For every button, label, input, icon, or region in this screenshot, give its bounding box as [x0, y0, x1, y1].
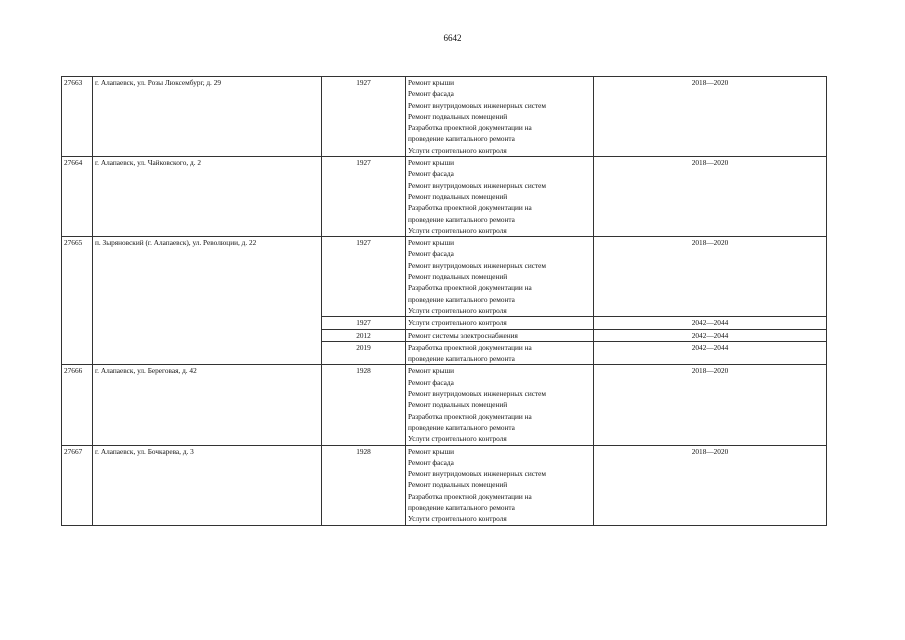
period-cell: 2018—2020 — [594, 77, 827, 157]
period-cell: 2018—2020 — [594, 445, 827, 525]
work-item: Ремонт фасада — [408, 249, 454, 259]
works-cell — [406, 237, 594, 317]
work-item: проведение капитального ремонта — [408, 422, 515, 432]
work-item: Услуги строительного контроля — [408, 305, 507, 315]
table-row — [62, 365, 827, 445]
table-row — [62, 445, 827, 525]
work-item: Ремонт фасада — [408, 457, 454, 467]
work-item: Ремонт внутридомовых инженерных систем — [408, 469, 547, 479]
works-cell — [406, 157, 594, 237]
work-item: Ремонт подвальных помещений — [408, 400, 508, 410]
works-cell — [406, 317, 594, 329]
building-address: г. Алапаевск, ул. Чайковского, д. 2 — [93, 157, 322, 237]
work-item: Разработка проектной документации на — [408, 283, 532, 293]
table-row — [62, 157, 827, 237]
work-item: проведение капитального ремонта — [408, 134, 515, 144]
work-item: Ремонт крыши — [408, 366, 455, 376]
work-item: проведение капитального ремонта — [408, 502, 515, 512]
year-cell: 1927 — [322, 157, 406, 237]
work-item: Ремонт подвальных помещений — [408, 191, 508, 201]
works-cell — [406, 77, 594, 157]
capital-repair-table — [61, 76, 827, 526]
work-item: Услуги строительного контроля — [408, 145, 507, 155]
building-address: г. Алапаевск, ул. Бочкарева, д. 3 — [93, 445, 322, 525]
work-item: Разработка проектной документации на — [408, 123, 532, 133]
building-address: г. Алапаевск, ул. Береговая, д. 42 — [93, 365, 322, 445]
work-item: Ремонт крыши — [408, 78, 455, 87]
year-cell: 1928 — [322, 365, 406, 445]
building-address: п. Зыряновский (г. Алапаевск), ул. Революции, д. 22 — [93, 237, 322, 365]
work-item: Разработка проектной документации на — [408, 411, 532, 421]
period-cell: 2018—2020 — [594, 157, 827, 237]
work-item: Ремонт подвальных помещений — [408, 111, 508, 121]
period-cell: 2042—2044 — [594, 317, 827, 329]
works-cell — [406, 329, 594, 341]
work-item: Ремонт крыши — [408, 446, 455, 456]
work-item: Ремонт подвальных помещений — [408, 272, 508, 282]
table-row — [62, 77, 827, 157]
period-cell: 2042—2044 — [594, 341, 827, 365]
work-item: Ремонт внутридомовых инженерных систем — [408, 260, 547, 270]
work-item: Ремонт подвальных помещений — [408, 480, 508, 490]
year-cell: 1927 — [322, 317, 406, 329]
work-item: Услуги строительного контроля — [408, 318, 507, 328]
period-cell: 2042—2044 — [594, 329, 827, 341]
year-cell: 2019 — [322, 341, 406, 365]
works-cell — [406, 341, 594, 365]
work-item: Ремонт фасада — [408, 377, 454, 387]
work-item: Разработка проектной документации на — [408, 491, 532, 501]
work-item: Ремонт системы электроснабжения — [408, 330, 518, 340]
work-item: Ремонт внутридомовых инженерных систем — [408, 180, 547, 190]
work-item: Услуги строительного контроля — [408, 225, 507, 235]
year-cell: 1928 — [322, 445, 406, 525]
work-item: Ремонт крыши — [408, 158, 455, 168]
year-cell: 1927 — [322, 237, 406, 317]
period-cell: 2018—2020 — [594, 365, 827, 445]
record-id: 27666 — [62, 365, 93, 445]
table-body — [62, 77, 827, 526]
work-item: Ремонт крыши — [408, 238, 455, 248]
works-cell — [406, 445, 594, 525]
work-item: проведение капитального ремонта — [408, 354, 515, 364]
record-id: 27665 — [62, 237, 93, 365]
record-id: 27664 — [62, 157, 93, 237]
work-item: Ремонт фасада — [408, 169, 454, 179]
work-item: Ремонт внутридомовых инженерных систем — [408, 100, 547, 110]
work-item: проведение капитального ремонта — [408, 214, 515, 224]
building-address: г. Алапаевск, ул. Розы Люксембург, д. 29 — [93, 77, 322, 157]
work-item: Услуги строительного контроля — [408, 514, 507, 524]
record-id: 27663 — [62, 77, 93, 157]
page-number: 6642 — [443, 33, 462, 43]
works-cell — [406, 365, 594, 445]
work-item: проведение капитального ремонта — [408, 294, 515, 304]
work-item: Ремонт внутридомовых инженерных систем — [408, 389, 547, 399]
record-id: 27667 — [62, 445, 93, 525]
work-item: Разработка проектной документации на — [408, 203, 532, 213]
work-item: Разработка проектной документации на — [408, 342, 532, 352]
year-cell: 2012 — [322, 329, 406, 341]
table-row — [62, 237, 827, 317]
work-item: Услуги строительного контроля — [408, 434, 507, 444]
period-cell: 2018—2020 — [594, 237, 827, 317]
work-item: Ремонт фасада — [408, 89, 454, 99]
year-cell: 1927 — [322, 77, 406, 157]
